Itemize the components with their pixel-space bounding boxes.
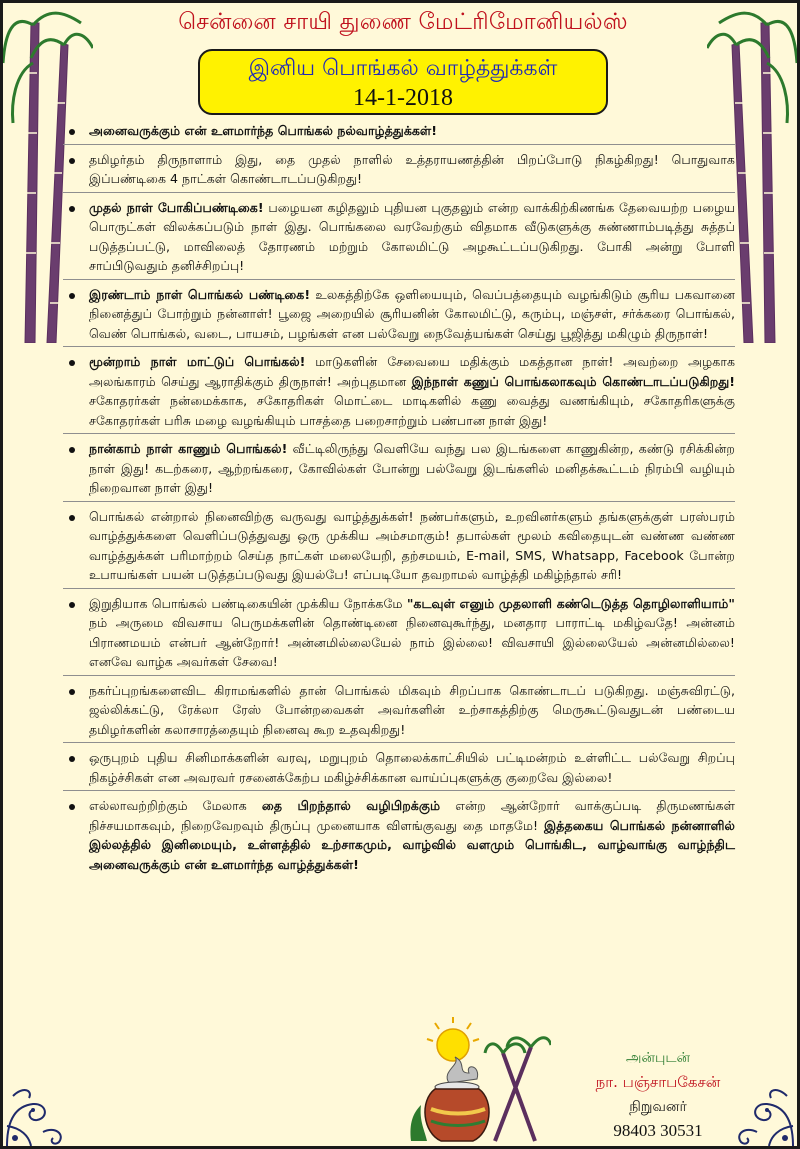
bold-text-segment: இத்தகைய பொங்கல் நன்னாளில் இல்லத்தில் இனிமையும், உள்ளத்தில் உற்சாகமும், வாழ்வில் வளமும் பொங்கிட, வாழ்வாங்கு வாழ்ந்திட அனைவருக்கும் என் உளமார்ந்த வாழ்த்துக்கள்!	[89, 817, 735, 872]
pongal-pot-sun-sugarcane-icon	[391, 1013, 551, 1149]
text-segment: என்ற ஆன்றோர் வாக்குப்படி திருமணங்கள் நிச்சயமாகவும், நிறைவேறவும் திருப்பு முனையாக விளங்குவது தை மாதமே!	[89, 798, 735, 833]
bold-text-segment: "கடவுள் எனும் முதலாளி கண்டெடுத்த தொழிலாளியாம்"	[406, 595, 735, 611]
paragraph	[63, 594, 735, 676]
bullet-icon	[69, 756, 75, 762]
text-segment: மாடுகளின் சேவையை மதிக்கும் மகத்தான நாள்! அவற்றை அழகாக அலங்காரம் செய்து ஆராதிக்கும் திருநாள்! அற்புதமான	[89, 354, 735, 389]
bullet-icon	[69, 804, 75, 810]
banner-title: இனிய பொங்கல் வாழ்த்துக்கள்	[248, 56, 558, 81]
message-body	[63, 121, 735, 874]
text-segment: சகோதரர்கள் நன்மைக்காக, சகோதரிகள் மொட்டை மாடிகளில் கணு வைத்து வணங்கியும், சகோதரிகளுக்கு சகோதரர்கள் பரிசு மழை வழங்கியும் பாசத்தை பறைசாற்றும் பண்பான நாள் இது!	[89, 393, 735, 428]
paragraph	[63, 352, 735, 434]
greeting-banner	[198, 49, 608, 115]
bold-text-segment: அனைவருக்கும் என் உளமார்ந்த பொங்கல் நல்வாழ்த்துக்கள்!	[89, 123, 438, 138]
paragraph	[63, 285, 735, 348]
text-segment: நம் அருமை விவசாய பெருமக்களின் தொண்டினை நினைவுகூர்ந்து, மனதார பாராட்டி மகிழ்வதே! அன்னம் பிராணமயம் என்பர் ஆன்றோர்! அன்னமில்லையேல் நாம் இல்லை! விவசாயி இல்லையேல் அன்னமில்லை! எனவே வாழ்க அவர்கள் சேவை!	[89, 615, 735, 669]
flourish-ornament-left-icon	[3, 1066, 73, 1146]
paragraph	[63, 150, 735, 193]
paragraph	[63, 121, 735, 145]
text-segment: தமிழர்தம் திருநாளாம் இது, தை முதல் நாளில் உத்தராயணத்தின் பிறப்போடு நிகழ்கிறது! பொதுவாக இப்பண்டிகை 4 நாட்கள் கொண்டாடப்படுகிறது!	[89, 151, 735, 186]
org-title: சென்னை சாயி துணை மேட்ரிமோனியல்ஸ்	[178, 9, 628, 35]
bold-text-segment: தை பிறந்தால் வழிபிறக்கும்	[261, 798, 441, 813]
paragraph	[63, 681, 735, 744]
paragraph	[63, 748, 735, 791]
text-segment: வீட்டிலிருந்து வெளியே வந்து பல இடங்களை காணுகின்ற, கண்டு ரசிக்கின்ற நாள் இது! கடற்கரை, ஆற்றங்கரை, கோவில்கள் போன்று பல்வேறு இடங்களில் மனிதக்கூட்டம் நிரம்பி வழியும் நிறைவான நாள் இது!	[89, 441, 735, 495]
paragraph	[63, 796, 735, 874]
signature-block	[563, 1047, 753, 1143]
signature-regards: அன்புடன்	[625, 1050, 691, 1066]
paragraph-list	[63, 121, 735, 874]
text-segment: உலகத்திற்கே ஒளியையும், வெப்பத்தையும் வழங்கிடும் சூரிய பகவானை நினைத்துப் போற்றும் நன்னாள்! பூஜை அறையில் சூரியனின் கோலமிட்டு, கரும்பு, மஞ்சள், சர்க்கரை பொங்கல், வெண் பொங்கல், வடை, பாயசம், பழங்கள் என பல்வேறு நைவேத்யங்கள் செய்து பூஜித்து மகிழும் திருநாள்!	[89, 286, 735, 341]
bullet-icon	[69, 515, 75, 521]
bullet-icon	[69, 158, 75, 164]
bullet-icon	[69, 129, 75, 135]
text-segment: ஒருபுறம் புதிய சினிமாக்களின் வரவு, மறுபுறம் தொலைக்காட்சியில் பட்டிமன்றம் உள்ளிட்ட பல்வேறு சிறப்பு நிகழ்ச்சிகள் என அவரவர் ரசனைக்கேற்ப மகிழ்ச்சிக்கான வாய்ப்புகளுக்கு குறைவே இல்லை!	[89, 750, 735, 785]
bold-text-segment: இந்நாள் கணுப் பொங்கலாகவும் கொண்டாடப்படுகிறது!	[411, 373, 735, 389]
text-segment: பழையன கழிதலும் புதியன புகுதலும் என்ற வாக்கிற்கிணங்க தேவையற்ற பழைய பொருட்கள் விலக்கப்படும் நாள் இது. பொங்கலை வரவேற்கும் விதமாக வீடுகளுக்கு சுண்ணாம்படித்து சுத்தப் படுத்தப்பட்டு, மாவிலைத் தோரணம் மற்றும் கோலமிட்டு அழகூட்டப்படுகிறது. போகி அன்று போளி சாப்பிடுவதும் தனிச்சிறப்பு!	[89, 199, 736, 273]
bullet-icon	[69, 447, 75, 453]
text-segment: எல்லாவற்றிற்கும் மேலாக	[89, 798, 262, 813]
bullet-icon	[69, 360, 75, 366]
signature-role: நிறுவனர்	[629, 1099, 687, 1115]
text-segment: இறுதியாக பொங்கல் பண்டிகையின் முக்கிய நோக்கமே	[89, 595, 407, 611]
bullet-icon	[69, 206, 75, 212]
bold-text-segment: முதல் நாள் போகிப்பண்டிகை!	[89, 199, 264, 215]
bold-text-segment: நான்காம் நாள் காணும் பொங்கல்!	[89, 441, 288, 456]
bullet-icon	[69, 689, 75, 695]
paragraph	[63, 507, 735, 589]
signature-name: நா. பஞ்சாபகேசன்	[595, 1073, 721, 1091]
bullet-icon	[69, 293, 75, 299]
paragraph	[63, 439, 735, 502]
bullet-icon	[69, 602, 75, 608]
bold-text-segment: இரண்டாம் நாள் பொங்கல் பண்டிகை!	[89, 286, 311, 302]
bold-text-segment: மூன்றாம் நாள் மாட்டுப் பொங்கல்!	[89, 354, 306, 369]
text-segment: நகர்ப்புறங்களைவிட கிராமங்களில் தான் பொங்கல் மிகவும் சிறப்பாக கொண்டாடப் படுகிறது. மஞ்சுவிரட்டு, ஜல்லிக்கட்டு, ரேக்லா ரேஸ் போன்றவைகள் அவர்களின் உற்சாகத்திற்கு மெருகூட்டுவதுடன் பண்டைய தமிழர்களின் கலாசாரத்தையும் நினைவு கூற உதவுகிறது!	[89, 682, 735, 737]
text-segment: பொங்கல் என்றால் நினைவிற்கு வருவது வாழ்த்துக்கள்! நண்பர்களும், உறவினர்களும் தங்களுக்குள் பரஸ்பரம் வாழ்த்துக்களை வெளிப்படுத்துவது ஒரு முக்கிய அம்சமாகும்! தபால்கள் மூலம் கவிதையுடன் வண்ண வண்ண வாழ்த்துக்கள் பரிமாற்றம் செய்த நாட்கள் மலையேறி, தற்சமயம், E-mail, SMS, Whatsapp, Facebook போன்ற உபாயங்கள் பயன் படுத்தப்படுவது இயல்பே! எப்படியோ தவறாமல் வாழ்த்தி மகிழ்ந்தால் சரி!	[89, 508, 735, 582]
signature-phone: 98403 30531	[613, 1121, 703, 1140]
banner-date: 14-1-2018	[353, 85, 453, 111]
paragraph	[63, 198, 735, 280]
